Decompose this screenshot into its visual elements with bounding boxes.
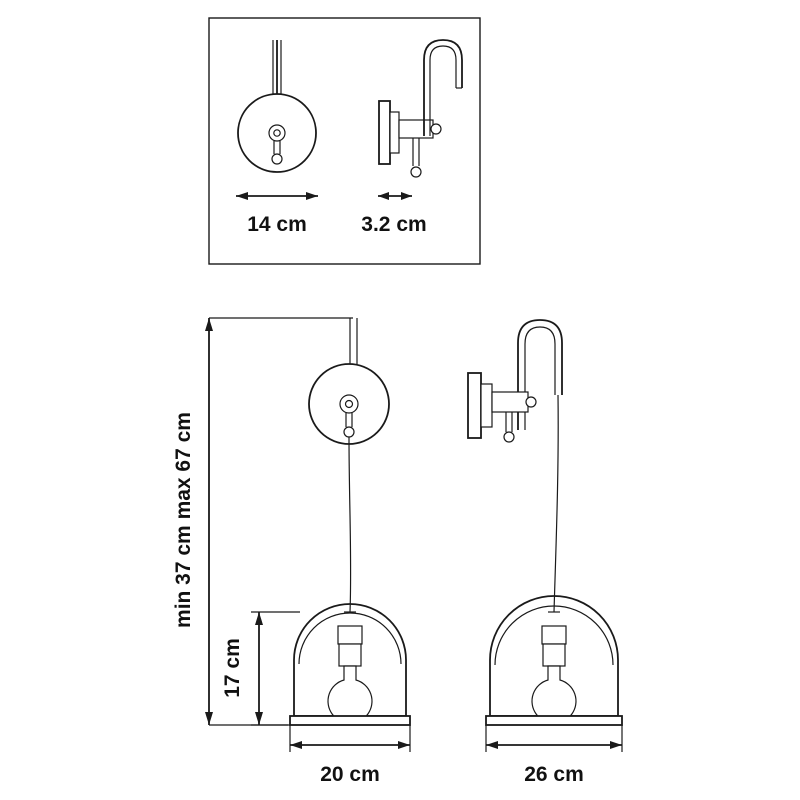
side-wall-plate-main — [468, 373, 481, 438]
inset-panel — [209, 18, 480, 264]
height-dim-arrow-bottom — [205, 712, 213, 725]
side-hook-inner — [525, 327, 555, 430]
side-cord — [554, 395, 558, 612]
dim-14-label: 14 cm — [247, 213, 307, 236]
side-arm-joint — [431, 124, 441, 134]
dim-32-label: 3.2 cm — [361, 213, 427, 236]
pendant-front-view — [290, 318, 410, 786]
front-base-plate — [290, 716, 410, 725]
dim-20-arrow-right — [398, 741, 410, 749]
height-dim-label: min 37 cm max 67 cm — [172, 412, 195, 628]
wall-plate-hub — [269, 125, 285, 141]
dim-20-arrow-left — [290, 741, 302, 749]
dimension-shade-height — [221, 612, 300, 725]
dim-20-label: 20 cm — [320, 763, 380, 786]
side-post-knob — [411, 167, 421, 177]
shade-dim-arrow-top — [255, 612, 263, 625]
lower-knob — [272, 154, 282, 164]
dimension-20cm — [290, 725, 410, 786]
side-bulb — [532, 666, 576, 723]
side-arm-joint-main — [526, 397, 536, 407]
side-arm-body — [399, 120, 433, 138]
dim-26-label: 26 cm — [524, 763, 584, 786]
front-cord — [349, 437, 351, 612]
side-base-plate — [486, 716, 622, 725]
front-bulb — [328, 666, 372, 723]
side-wall-plate — [379, 101, 390, 164]
side-post-knob-main — [504, 432, 514, 442]
side-socket-collar — [542, 626, 566, 644]
shade-dim-label: 17 cm — [221, 638, 244, 698]
pendant-side-view — [468, 320, 622, 786]
front-stem-knob — [344, 427, 354, 437]
side-socket — [543, 644, 565, 666]
dimension-26cm — [486, 725, 622, 786]
side-wall-plate-inner — [390, 112, 399, 153]
front-wall-plate-hub — [340, 395, 358, 413]
dim-26-arrow-right — [610, 741, 622, 749]
front-socket-collar — [338, 626, 362, 644]
side-wall-plate-inner-main — [481, 384, 492, 427]
side-arm-body-main — [492, 392, 528, 412]
dim-26-arrow-left — [486, 741, 498, 749]
height-dim-arrow-top — [205, 318, 213, 331]
shade-dim-arrow-bottom — [255, 712, 263, 725]
front-socket — [339, 644, 361, 666]
